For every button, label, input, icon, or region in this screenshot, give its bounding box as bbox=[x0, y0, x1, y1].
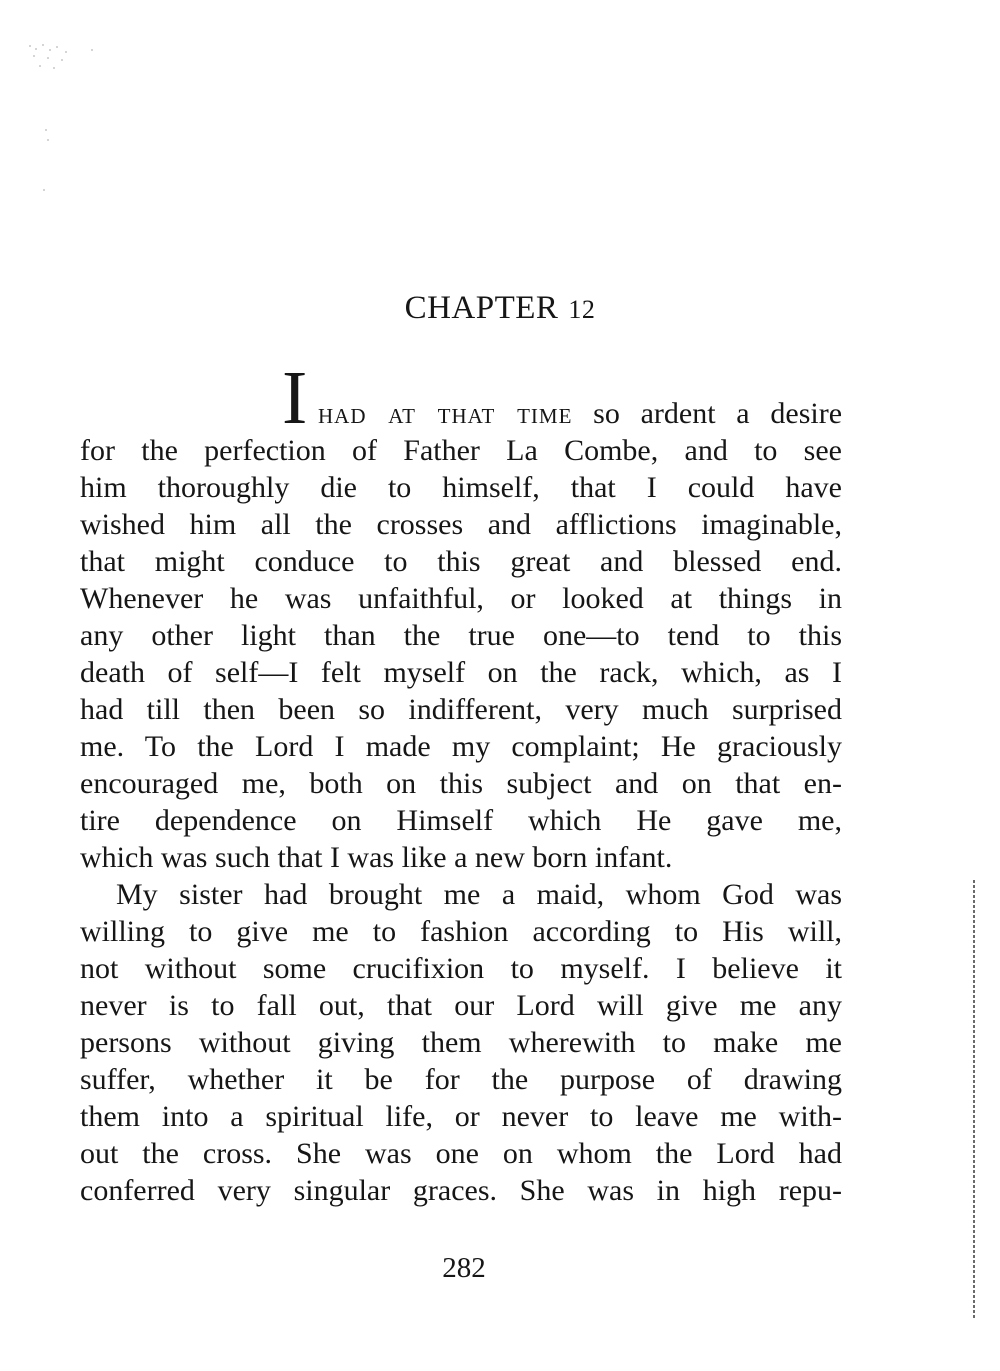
text-line: My sister had brought me a maid, whom God was bbox=[116, 878, 842, 911]
text-line: me. To the Lord I made my complaint; He graciously bbox=[80, 730, 842, 763]
text-line: wished him all the crosses and afflictions imaginable, bbox=[80, 508, 842, 541]
scan-speckle bbox=[22, 40, 122, 200]
text-line: any other light than the true one—to tend to this bbox=[80, 619, 842, 652]
text-line: never is to fall out, that our Lord will give me any bbox=[80, 989, 842, 1022]
text-line: willing to give me to fashion according to His will, bbox=[80, 915, 842, 948]
text-line: for the perfection of Father La Combe, and to see bbox=[80, 434, 842, 467]
text-line: them into a spiritual life, or never to leave me with- bbox=[80, 1100, 842, 1133]
text-line: had till then been so indifferent, very much surprised bbox=[80, 693, 842, 726]
text-line: persons without giving them wherewith to make me bbox=[80, 1026, 842, 1059]
text-line: encouraged me, both on this subject and on that en- bbox=[80, 767, 842, 800]
text-line: which was such that I was like a new born infant. bbox=[80, 841, 673, 874]
page-number: 282 bbox=[442, 1252, 486, 1284]
text-line: him thoroughly die to himself, that I could have bbox=[80, 471, 842, 504]
chapter-heading bbox=[0, 286, 1000, 332]
text-line: Whenever he was unfaithful, or looked at things in bbox=[80, 582, 842, 615]
small-caps-lead: had at that time bbox=[318, 397, 573, 430]
text-line: tire dependence on Himself which He gave me, bbox=[80, 804, 842, 837]
text-line: out the cross. She was one on whom the Lord had bbox=[80, 1137, 842, 1170]
drop-cap: I bbox=[282, 356, 308, 440]
text-line: suffer, whether it be for the purpose of drawing bbox=[80, 1063, 842, 1096]
text-line: death of self—I felt myself on the rack, which, as I bbox=[80, 656, 842, 689]
text-line: had at that time so ardent a desire bbox=[318, 397, 843, 430]
text-line: that might conduce to this great and blessed end. bbox=[80, 545, 842, 578]
chapter-number: 12 bbox=[568, 295, 596, 324]
chapter-label: CHAPTER bbox=[404, 290, 559, 326]
text-line: conferred very singular graces. She was in high repu- bbox=[80, 1174, 842, 1207]
text-line: not without some crucifixion to myself. I believe it bbox=[80, 952, 842, 985]
